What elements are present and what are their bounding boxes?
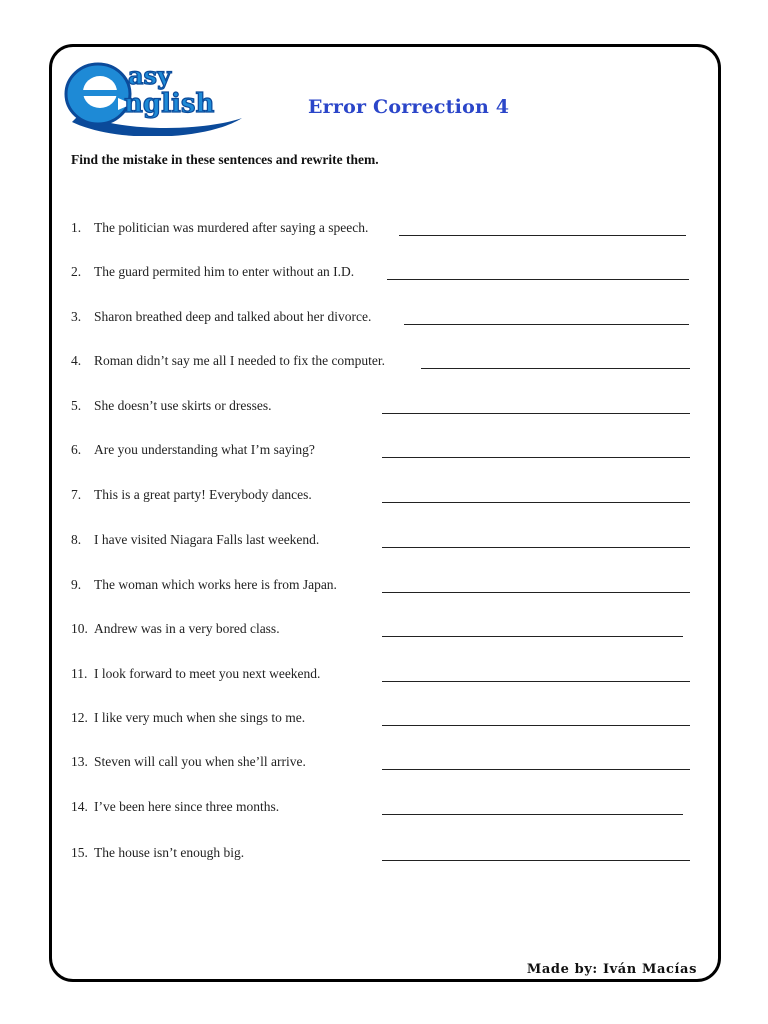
exercise-sentence: She doesn’t use skirts or dresses. (94, 398, 272, 413)
exercise-item (71, 442, 315, 462)
exercise-number: 7. (71, 487, 82, 502)
exercise-number: 6. (71, 442, 82, 457)
exercise-sentence: Andrew was in a very bored class. (94, 621, 280, 636)
exercise-sentence: The guard permited him to enter without an I.D. (94, 264, 355, 279)
answer-line[interactable] (382, 457, 690, 458)
exercise-number: 5. (71, 398, 82, 413)
exercise-sentence: This is a great party! Everybody dances. (94, 487, 312, 502)
logo-text-english: nglish (124, 89, 215, 119)
exercise-number: 15. (71, 845, 88, 860)
exercise-number: 13. (71, 754, 88, 769)
exercise-number: 8. (71, 532, 82, 547)
exercise-sentence: Roman didn’t say me all I needed to fix the computer. (94, 353, 386, 368)
exercise-item (71, 666, 320, 686)
exercise-sentence: The woman which works here is from Japan. (94, 577, 337, 592)
answer-line[interactable] (382, 860, 690, 861)
exercise-item (71, 710, 305, 730)
exercise-item (71, 621, 280, 641)
exercise-item (71, 487, 312, 507)
answer-line[interactable] (382, 413, 690, 414)
exercise-number: 12. (71, 710, 88, 725)
exercise-number: 14. (71, 799, 88, 814)
answer-line[interactable] (387, 279, 689, 280)
exercise-item (71, 799, 279, 819)
exercise-sentence: The house isn’t enough big. (94, 845, 245, 860)
exercise-number: 4. (71, 353, 82, 368)
exercise-sentence: I look forward to meet you next weekend. (94, 666, 321, 681)
exercise-item (71, 353, 385, 373)
exercise-number: 1. (71, 220, 82, 235)
answer-line[interactable] (382, 814, 683, 815)
worksheet-title: Error Correction 4 (308, 96, 510, 118)
answer-line[interactable] (382, 502, 690, 503)
answer-line[interactable] (399, 235, 686, 236)
exercise-sentence: I have visited Niagara Falls last weekend. (94, 532, 320, 547)
exercise-sentence: Steven will call you when she’ll arrive. (94, 754, 306, 769)
exercise-item (71, 309, 371, 329)
instructions: Find the mistake in these sentences and rewrite them. (71, 152, 379, 167)
exercise-number: 3. (71, 309, 82, 324)
exercise-number: 2. (71, 264, 82, 279)
answer-line[interactable] (421, 368, 690, 369)
exercise-sentence: I’ve been here since three months. (94, 799, 280, 814)
answer-line[interactable] (382, 547, 690, 548)
answer-line[interactable] (382, 636, 683, 637)
author-credit: Made by: Iván Macías (526, 962, 697, 977)
exercise-sentence: I like very much when she sings to me. (94, 710, 306, 725)
exercise-item (71, 845, 244, 865)
exercise-item (71, 220, 368, 240)
exercise-sentence: Are you understanding what I’m saying? (94, 442, 315, 457)
exercise-number: 10. (71, 621, 88, 636)
logo-text-easy: asy (128, 61, 172, 90)
exercise-item (71, 398, 271, 418)
answer-line[interactable] (382, 769, 690, 770)
exercise-number: 11. (71, 666, 88, 681)
exercise-item (71, 264, 354, 284)
exercise-sentence: Sharon breathed deep and talked about her divorce. (94, 309, 372, 324)
exercise-item (71, 754, 306, 774)
answer-line[interactable] (404, 324, 689, 325)
exercise-item (71, 532, 319, 552)
answer-line[interactable] (382, 592, 690, 593)
answer-line[interactable] (382, 725, 690, 726)
answer-line[interactable] (382, 681, 690, 682)
exercise-number: 9. (71, 577, 82, 592)
exercise-sentence: The politician was murdered after saying a speech. (94, 220, 369, 235)
exercise-item (71, 577, 337, 597)
